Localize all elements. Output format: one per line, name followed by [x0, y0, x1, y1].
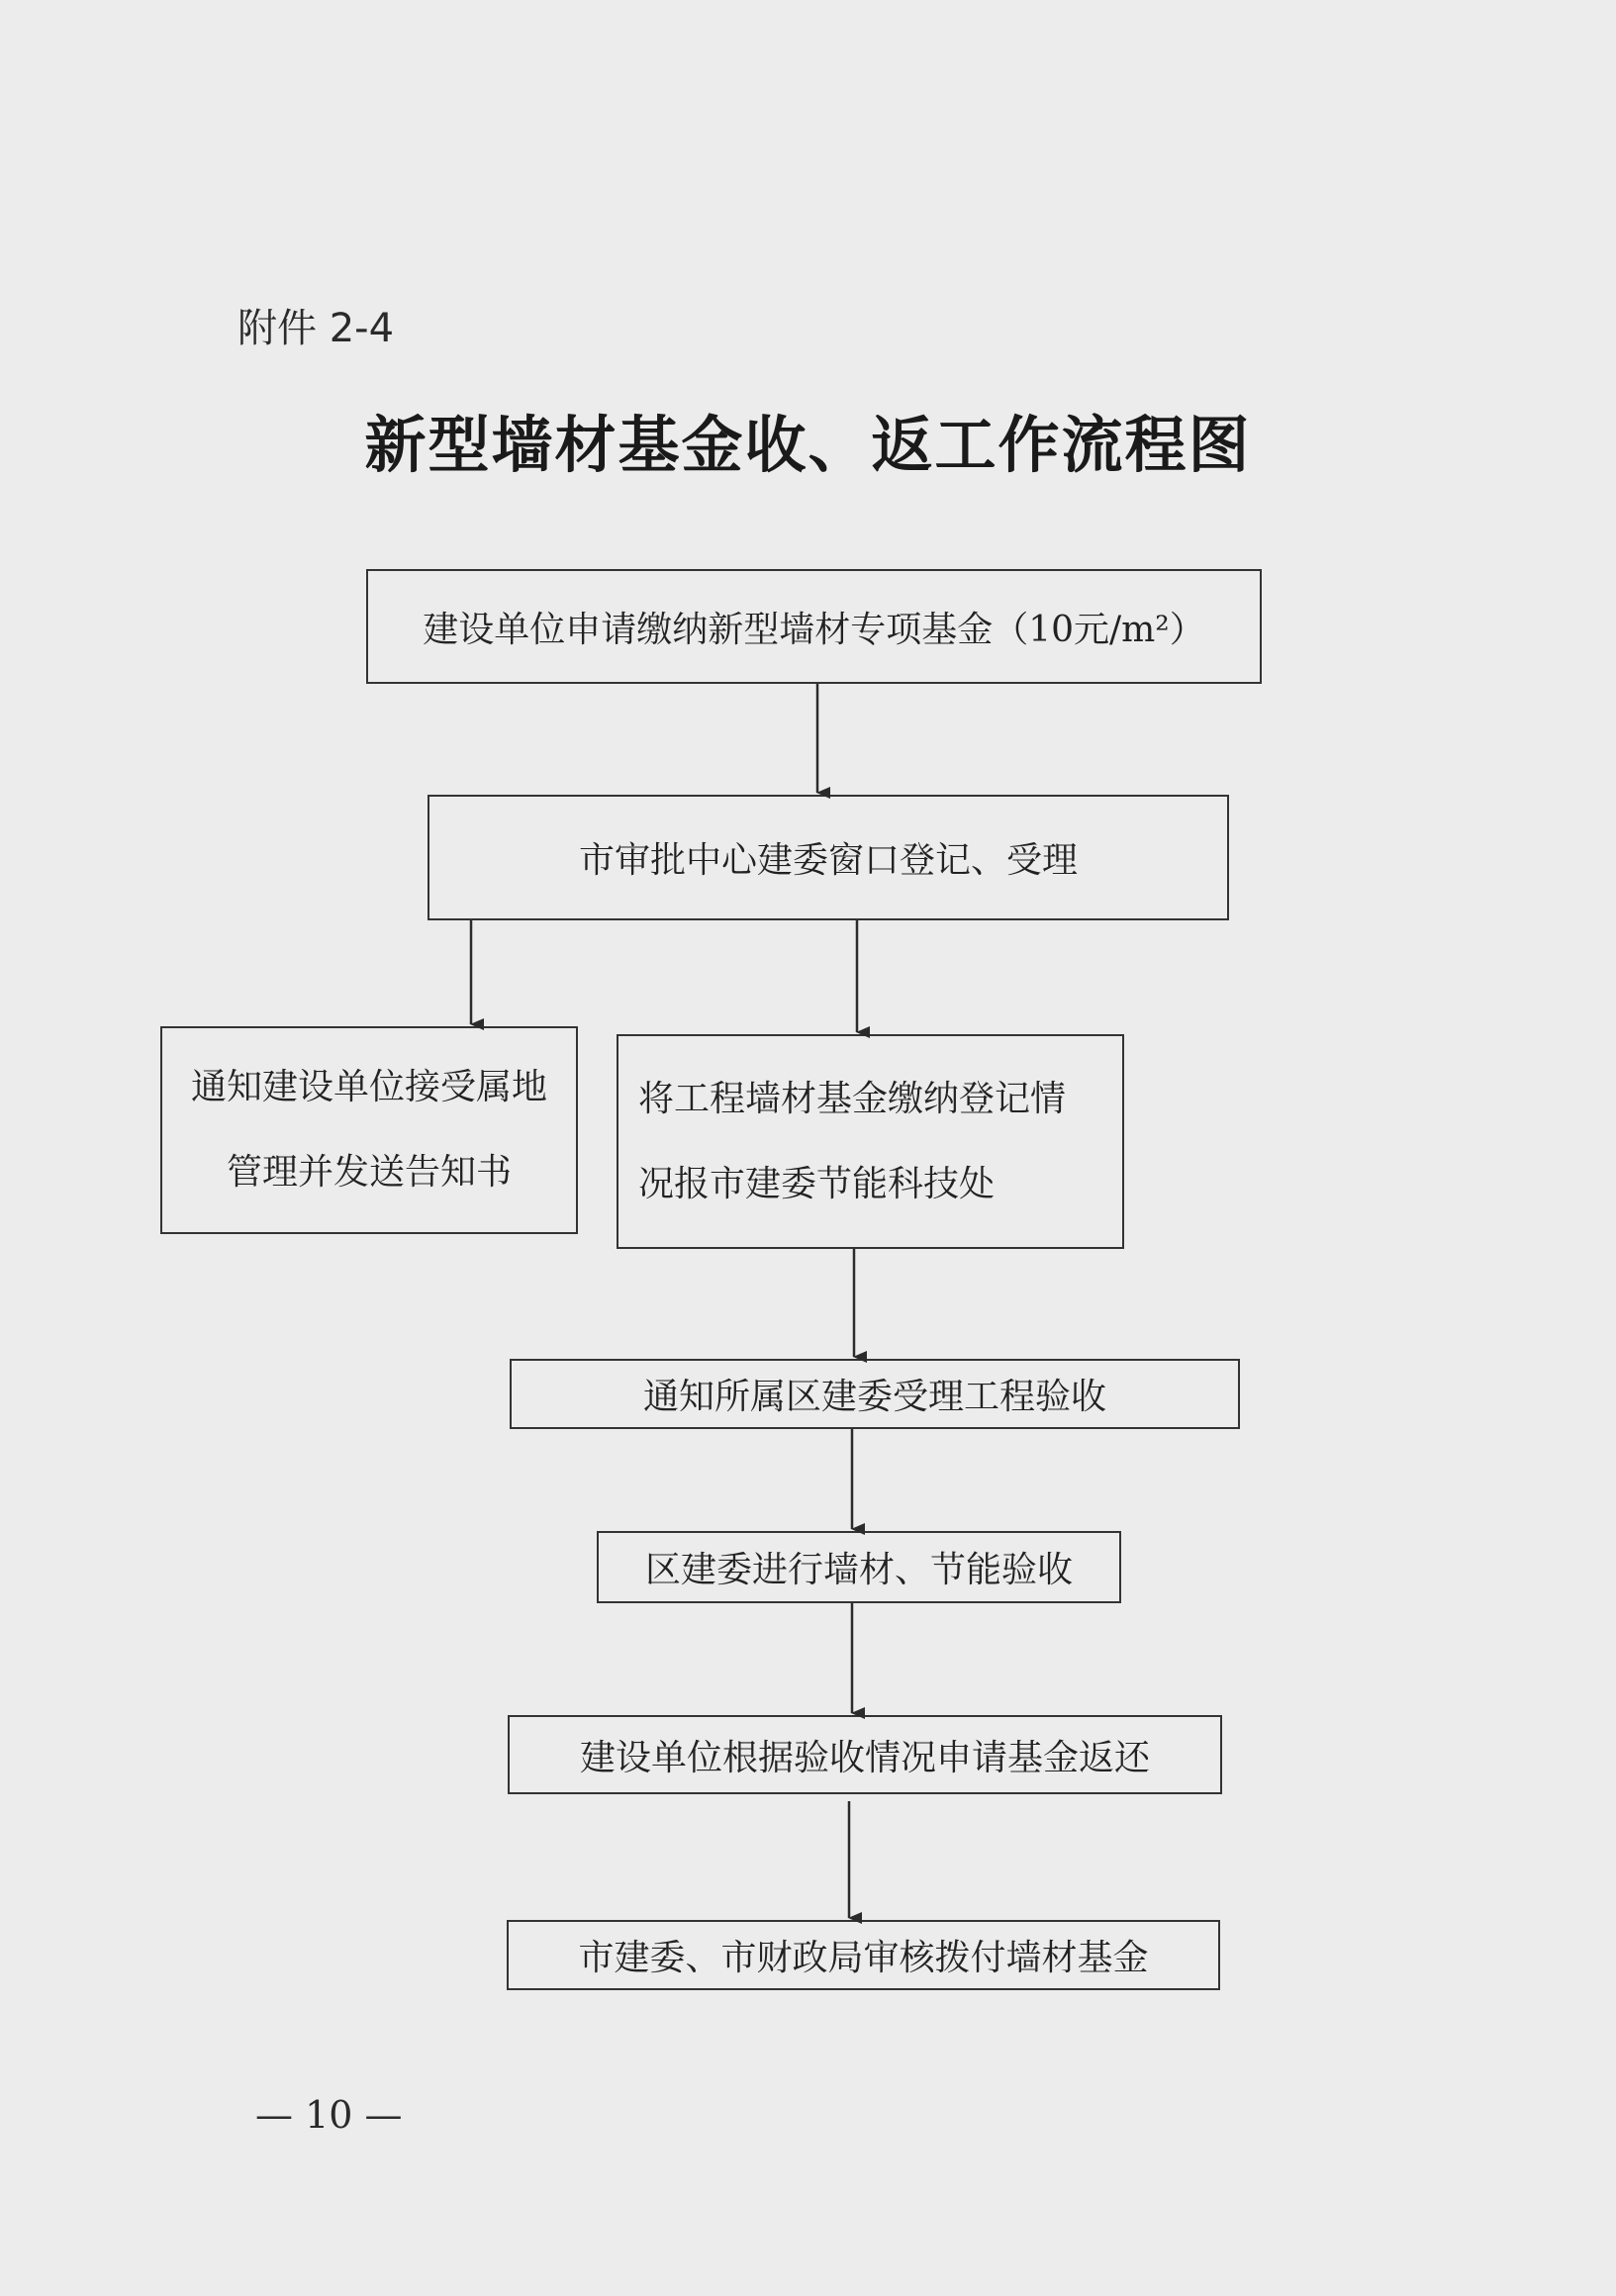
step-report-line-1: 将工程墙材基金缴纳登记情	[638, 1078, 1067, 1119]
step-inspect-text: 区建委进行墙材、节能验收	[644, 1550, 1073, 1590]
step-register-text: 市审批中心建委窗口登记、受理	[578, 840, 1078, 881]
step-notify-district-text: 通知所属区建委受理工程验收	[642, 1377, 1106, 1417]
step-notify-unit-line-2: 管理并发送告知书	[226, 1152, 512, 1193]
page-title: 新型墙材基金收、返工作流程图	[364, 409, 1252, 481]
attachment-label: 附件 2-4	[238, 306, 395, 351]
step-apply-text: 建设单位申请缴纳新型墙材专项基金（10元/m²）	[423, 609, 1205, 650]
step-disburse-text: 市建委、市财政局审核拨付墙材基金	[578, 1938, 1149, 1978]
step-refund-apply-text: 建设单位根据验收情况申请基金返还	[579, 1737, 1150, 1778]
page-number: — 10 —	[255, 2093, 403, 2137]
step-report-line-2: 况报市建委节能科技处	[638, 1163, 996, 1204]
step-notify-unit-line-1: 通知建设单位接受属地	[190, 1067, 547, 1107]
